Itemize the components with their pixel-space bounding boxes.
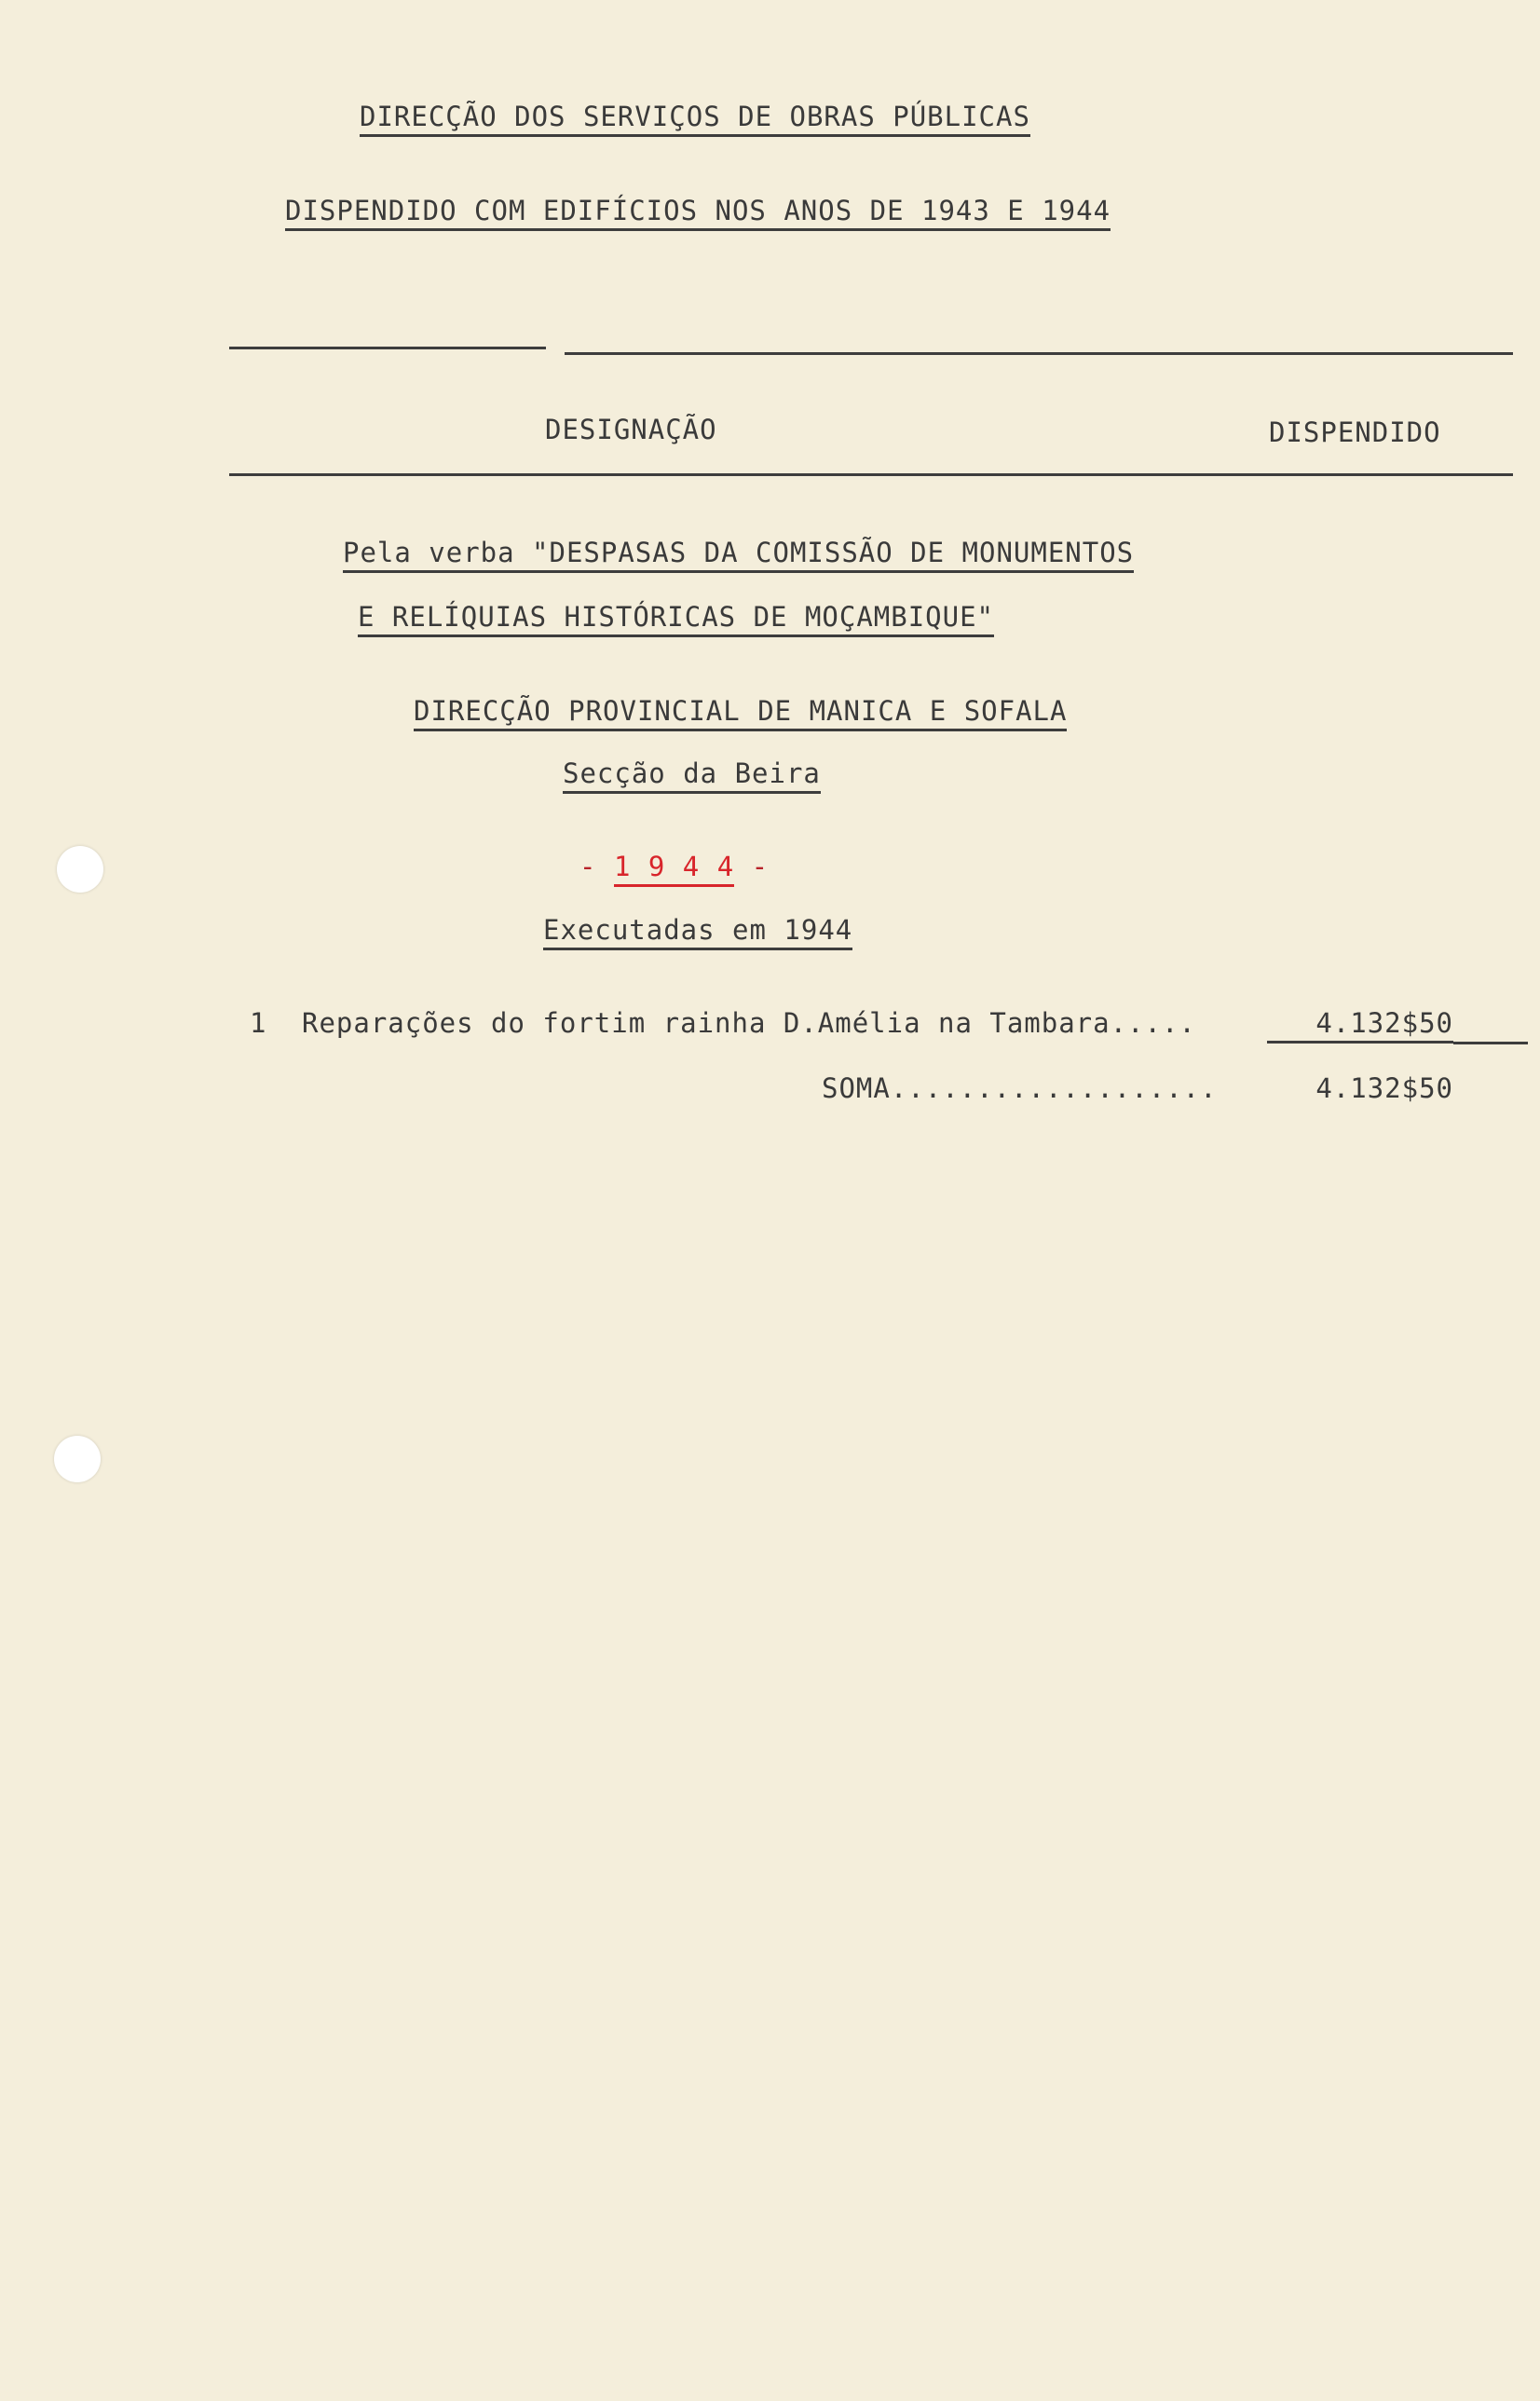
punch-hole-top [57,846,103,893]
year-dash-left: - [579,851,597,882]
document-subtitle: DISPENDIDO COM EDIFÍCIOS NOS ANOS DE 1943 E 1944 [285,195,1111,231]
budget-line-1: Pela verba "DESPASAS DA COMISSÃO DE MONUMENTOS [343,537,1134,573]
punch-hole-bottom [54,1436,101,1482]
executed-heading: Executadas em 1944 [543,914,852,950]
header-rule-left [229,347,546,349]
year-heading [579,851,769,882]
header-rule-bottom [229,473,1513,476]
item-number: 1 [250,1007,267,1039]
document-title: DIRECÇÃO DOS SERVIÇOS DE OBRAS PÚBLICAS [360,101,1030,137]
item-description: Reparações do fortim rainha D.Amélia na Tambara..... [302,1007,1196,1039]
column-header-designation: DESIGNAÇÃO [545,414,717,445]
total-label: SOMA................... [822,1072,1218,1104]
column-header-spent: DISPENDIDO [1269,416,1441,448]
item-amount: 4.132$50 [1267,1007,1453,1044]
year-dash-right: - [751,851,770,882]
header-rule-right [565,352,1513,355]
budget-line-2: E RELÍQUIAS HISTÓRICAS DE MOÇAMBIQUE" [358,601,994,637]
subsection-heading: Secção da Beira [563,757,821,794]
directorate-heading: DIRECÇÃO PROVINCIAL DE MANICA E SOFALA [414,695,1067,731]
item-amount-rule-extension [1453,1042,1528,1044]
total-amount: 4.132$50 [1315,1072,1453,1104]
year-value: 1 9 4 4 [614,851,734,887]
